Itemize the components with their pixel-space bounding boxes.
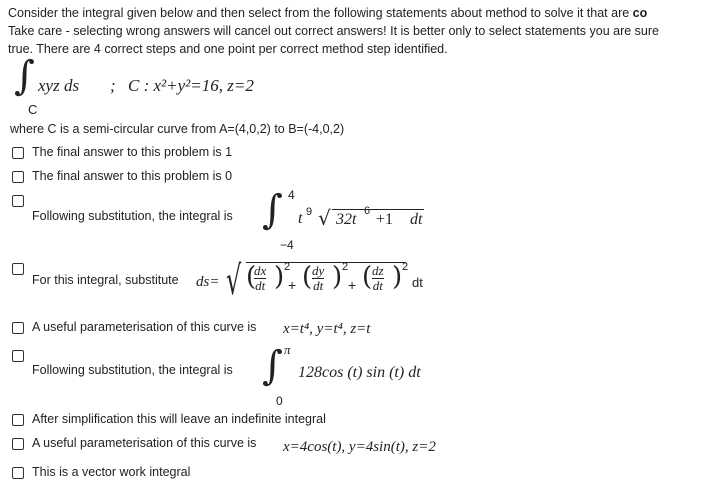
option-1-checkbox[interactable] bbox=[12, 147, 24, 159]
differential: dt bbox=[410, 211, 423, 228]
problem-integral bbox=[10, 53, 340, 118]
option-8-checkbox[interactable] bbox=[12, 438, 24, 450]
frac-den: dt bbox=[372, 278, 383, 293]
plus: + bbox=[288, 277, 297, 293]
sqrt-tail: +1 bbox=[376, 211, 394, 228]
integrand-t: t bbox=[298, 210, 303, 227]
sqrt-exp: 6 bbox=[364, 205, 371, 217]
option-9-checkbox[interactable] bbox=[12, 467, 24, 479]
option-5-math: x=t⁴, y=t⁴, z=t bbox=[283, 321, 371, 337]
option-7-checkbox[interactable] bbox=[12, 414, 24, 426]
frac-den: dt bbox=[255, 278, 266, 293]
option-6-checkbox[interactable] bbox=[12, 350, 24, 362]
paren-open: ( bbox=[362, 262, 373, 292]
frac-den: dt bbox=[313, 278, 324, 293]
instruction-line-1: Consider the integral given below and then select from the following statements about method to solve it that are co bbox=[8, 6, 648, 20]
frac-dy-dt bbox=[312, 264, 324, 293]
integral-sign: ∫ bbox=[262, 187, 283, 233]
exp: 2 bbox=[284, 261, 291, 273]
frac-dz-dt bbox=[372, 264, 384, 293]
separator: ; bbox=[110, 76, 116, 95]
plus: + bbox=[348, 277, 357, 293]
paren-close: ) bbox=[332, 262, 343, 292]
option-6-label: Following substitution, the integral is bbox=[32, 363, 233, 377]
option-4-checkbox[interactable] bbox=[12, 263, 24, 275]
option-8-math: x=4cos(t), y=4sin(t), z=2 bbox=[283, 439, 436, 455]
option-3-checkbox[interactable] bbox=[12, 195, 24, 207]
option-9-label: This is a vector work integral bbox=[32, 465, 191, 479]
option-2-label: The final answer to this problem is 0 bbox=[32, 169, 233, 183]
integral-sign: ∫ bbox=[262, 343, 283, 389]
instruction-line-3: true. There are 4 correct steps and one point per correct method step identified. bbox=[8, 42, 448, 56]
paren-open: ( bbox=[302, 262, 313, 292]
lower-limit: 0 bbox=[276, 394, 283, 408]
lower-limit: −4 bbox=[280, 238, 294, 252]
sqrt-symbol: √ bbox=[318, 206, 331, 230]
option-2-checkbox[interactable] bbox=[12, 171, 24, 183]
integrand: xyz ds bbox=[38, 76, 80, 95]
sqrt-base: 32t bbox=[336, 211, 357, 228]
option-8-label: A useful parameterisation of this curve is bbox=[32, 436, 257, 450]
curve-definition: C : x²+y²=16, z=2 bbox=[128, 76, 254, 95]
ds-lhs: ds= bbox=[196, 274, 220, 290]
frac-dx-dt bbox=[254, 264, 266, 293]
upper-limit: 4 bbox=[288, 188, 295, 202]
instruction-line-2: Take care - selecting wrong answers will cancel out correct answers! It is better only to select statements you are sure bbox=[8, 24, 659, 38]
integrand-t-exp: 9 bbox=[306, 206, 313, 218]
term-dx: ( bbox=[246, 262, 257, 292]
option-4-label: For this integral, substitute bbox=[32, 273, 179, 287]
curve-description: where C is a semi-circular curve from A=(4,0,2) to B=(-4,0,2) bbox=[10, 122, 345, 136]
option-5-checkbox[interactable] bbox=[12, 322, 24, 334]
paren-close: ) bbox=[274, 262, 285, 292]
paren-close: ) bbox=[392, 262, 403, 292]
exp: 2 bbox=[342, 261, 349, 273]
option-6-math bbox=[262, 340, 482, 406]
option-3-math bbox=[262, 186, 462, 252]
option-5-label: A useful parameterisation of this curve is bbox=[32, 320, 257, 334]
option-4-math bbox=[196, 257, 436, 313]
instructions bbox=[8, 4, 715, 58]
option-7-label: After simplification this will leave an indefinite integral bbox=[32, 412, 326, 426]
frac-num: dy bbox=[312, 263, 325, 278]
option-3-label: Following substitution, the integral is bbox=[32, 209, 233, 223]
sqrt-bar bbox=[332, 209, 424, 210]
upper-limit: π bbox=[284, 342, 291, 357]
exp: 2 bbox=[402, 261, 409, 273]
big-sqrt-symbol: √ bbox=[226, 258, 242, 304]
integral-sign: ∫ bbox=[14, 53, 35, 99]
integrand: 128cos (t) sin (t) dt bbox=[298, 364, 421, 381]
frac-num: dx bbox=[254, 263, 267, 278]
integral-subscript: C bbox=[28, 102, 38, 117]
option-1-label: The final answer to this problem is 1 bbox=[32, 145, 233, 159]
frac-num: dz bbox=[372, 263, 384, 278]
differential: dt bbox=[412, 275, 423, 290]
